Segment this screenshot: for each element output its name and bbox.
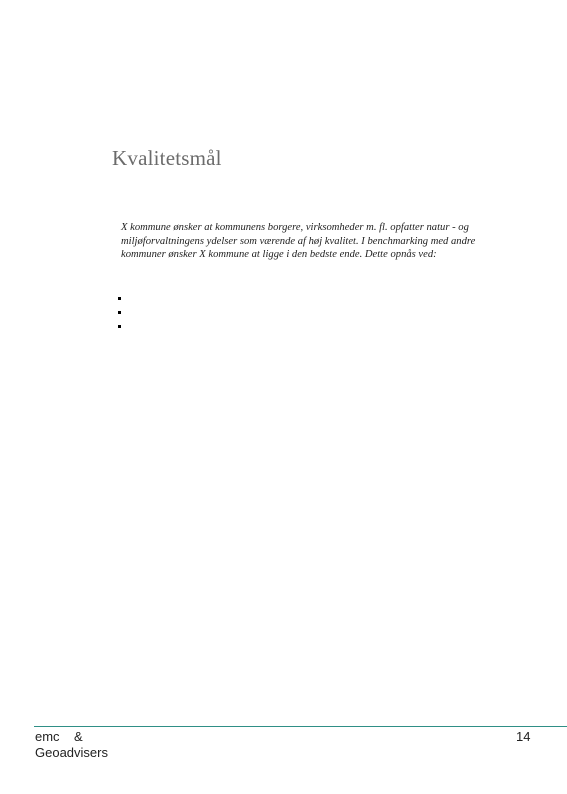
intro-paragraph: X kommune ønsker at kommunens borgere, virksomheder m. fl. opfatter natur - og miljøforvaltningens ydelser som værende af høj kvalitet. I benchmarking med andre kommuner ønsker X kommune at ligge i den bedste ende. Dette opnås ved: xyxy=(121,222,476,261)
bullet-icon xyxy=(118,325,121,328)
footer-org-line-2: Geoadvisers xyxy=(35,745,108,760)
footer-organization xyxy=(35,729,108,761)
footer-divider xyxy=(34,726,567,727)
bullet-icon xyxy=(118,311,121,314)
footer-org-line-1: emc & xyxy=(35,729,83,744)
bullet-icon xyxy=(118,297,121,300)
page-number: 14 xyxy=(516,729,531,744)
section-heading: Kvalitetsmål xyxy=(112,146,222,170)
